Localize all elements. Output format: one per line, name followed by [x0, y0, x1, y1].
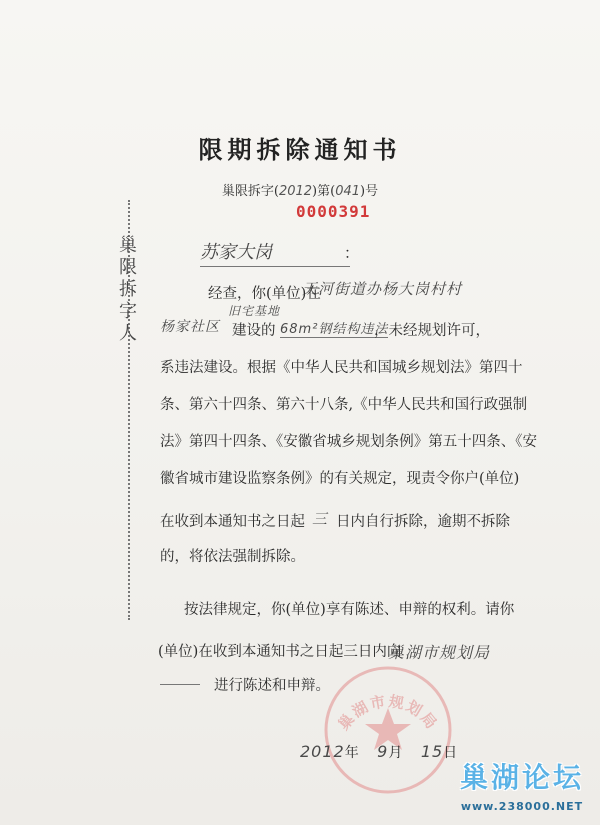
- date-year-label: 年: [344, 745, 359, 761]
- body-line-2-mid: 建设的: [232, 323, 276, 339]
- body-line-6: 徽省城市建设监察条例》的有关规定，现责令你户(单位): [160, 471, 520, 487]
- handwritten-office: 巢湖市规划局: [388, 643, 491, 662]
- document-title: 限期拆除通知书: [198, 135, 402, 164]
- date-year: 2012: [300, 742, 345, 761]
- doc-number-suffix: )号: [360, 184, 379, 199]
- issue-date: [300, 742, 457, 762]
- body-line-3: 系违法建设。根据《中华人民共和国城乡规划法》第四十: [160, 360, 523, 376]
- doc-number-prefix: 巢限拆字(: [221, 184, 279, 199]
- date-day: 15: [420, 742, 444, 761]
- body-line-7-end: 日内自行拆除，逾期不拆除: [336, 514, 510, 530]
- handwritten-project: 68m²钢结构违法: [280, 318, 388, 338]
- watermark-title: 巢湖论坛: [459, 761, 584, 794]
- body-line-7-start: 在收到本通知书之日起: [160, 514, 305, 530]
- recipient-name: 苏家大岗: [200, 238, 350, 267]
- doc-number-seq: 041: [335, 184, 361, 199]
- body-line-8: 的，将依法强制拆除。: [160, 549, 305, 565]
- recipient-colon: ：: [344, 244, 360, 262]
- official-seal: [318, 660, 458, 800]
- handwritten-owner: 杨家社区: [160, 319, 220, 335]
- body-p2-line-1: 按法律规定，你(单位)享有陈述、申辩的权利。请你: [184, 602, 515, 618]
- blank-underline: [160, 684, 200, 685]
- body-p2-line-2: (单位)在收到本通知书之日起三日内向: [158, 644, 402, 660]
- margin-marks: 巢限拆字人: [116, 235, 137, 345]
- doc-number-mid: )第(: [312, 184, 336, 199]
- body-line-5: 法》第四十四条、《安徽省城乡规划条例》第五十四条、《安: [160, 434, 537, 450]
- body-line-2-end: ，未经规划许可，: [374, 323, 490, 339]
- body-line-1-start: 经查，你(单位)在: [208, 286, 321, 302]
- handwritten-days: 三: [312, 510, 329, 528]
- serial-number: 0000391: [296, 202, 371, 221]
- date-day-label: 日: [443, 745, 458, 761]
- body-p2-line-3: 进行陈述和申辩。: [214, 678, 330, 694]
- forum-watermark: [452, 756, 592, 816]
- handwritten-owner-note: 旧宅基地: [228, 304, 281, 318]
- handwritten-location: 天河街道办杨大岗村村: [302, 280, 463, 298]
- date-month-label: 月: [388, 745, 403, 761]
- watermark-url: www.238000.NET: [460, 800, 584, 813]
- body-line-4: 条、第六十四条、第六十八条,《中华人民共和国行政强制: [160, 397, 528, 413]
- seal-text: 巢湖市规划局: [334, 692, 442, 734]
- date-month: 9: [377, 742, 389, 761]
- document-number: [0, 180, 600, 199]
- doc-number-year: 2012: [278, 184, 313, 199]
